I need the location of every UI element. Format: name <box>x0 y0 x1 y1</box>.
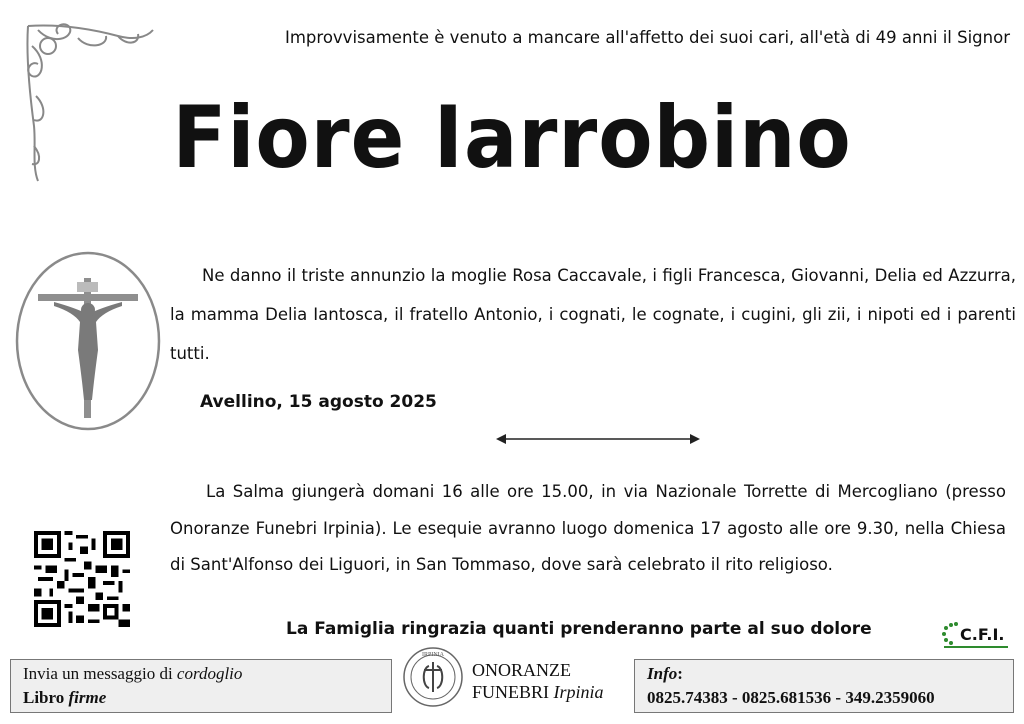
condolence-italic: cordoglio <box>176 664 243 683</box>
condolence-prefix: Invia un messaggio di <box>23 664 173 683</box>
cfi-logo-text: C.F.I. <box>960 625 1005 644</box>
info-phones[interactable]: 0825.74383 - 0825.681536 - 349.2359060 <box>647 688 935 707</box>
send-condolence-link[interactable] <box>23 664 242 684</box>
funeral-home-logo-text: IRPINIA <box>422 652 444 658</box>
cfi-logo-icon <box>940 618 1012 652</box>
service-info-text: La Salma giungerà domani 16 alle ore 15.00, in via Nazionale Torrette di Mercogliano (presso Onoranze Funebri Irpinia). Le esequie avranno luogo domenica 17 agosto alle ore 9.30, nella Chiesa di Sant'Alfonso dei Liguori, in San Tommaso, dove sarà celebrato il rito religioso. <box>170 482 1006 574</box>
guestbook-bold: Libro <box>23 688 65 707</box>
deceased-name: Fiore Iarrobino <box>172 88 852 188</box>
funeral-home-name <box>472 659 604 703</box>
intro-text: Improvvisamente è venuto a mancare all'affetto dei suoi cari, all'età di 49 anni il Signor <box>284 28 1010 47</box>
thanks-text: La Famiglia ringrazia quanti prenderanno parte al suo dolore <box>286 619 872 639</box>
info-box <box>634 659 1014 713</box>
guestbook-link[interactable] <box>23 688 106 708</box>
funeral-home-italic: Irpinia <box>553 682 604 702</box>
dateline: Avellino, 15 agosto 2025 <box>200 392 437 412</box>
info-label: Info <box>647 664 678 683</box>
announcement-text: Ne danno il triste annunzio la moglie Rosa Caccavale, i figli Francesca, Giovanni, Delia ed Azzurra, la mamma Delia Iantosca, il fratello Antonio, i cognati, le cognate, i cugini, gli zii, i nipoti ed i parenti tutti. <box>170 266 1016 363</box>
double-arrow-icon <box>496 432 700 446</box>
funeral-home-line2: FUNEBRI <box>472 682 550 702</box>
condolence-box[interactable] <box>10 659 392 713</box>
info-label-row: Info: <box>647 664 683 683</box>
funeral-home-line1: ONORANZE <box>472 660 571 680</box>
crucifix-icon <box>14 250 162 432</box>
guestbook-italic: firme <box>68 688 107 707</box>
qr-code-icon[interactable] <box>34 531 130 627</box>
funeral-home-logo-icon <box>402 646 464 708</box>
